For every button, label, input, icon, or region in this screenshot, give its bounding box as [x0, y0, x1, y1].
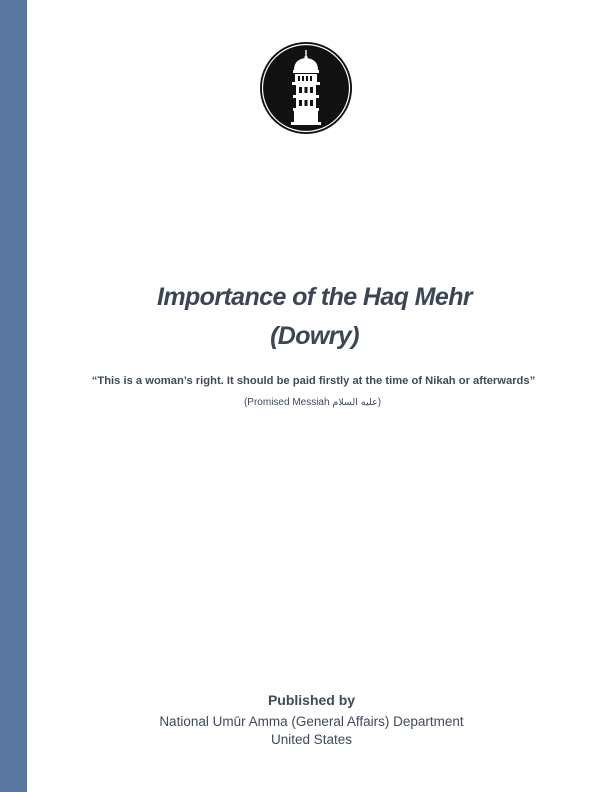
published-by-heading: Published by [267, 692, 356, 708]
left-accent-bar [0, 0, 27, 792]
minaret-logo-icon [258, 40, 354, 136]
publisher-country: United States [270, 732, 353, 747]
attribution-suffix: ) [377, 397, 382, 408]
document-title: Importance of the Haq Mehr [157, 283, 472, 311]
publisher-department: National Umūr Amma (General Affairs) Department [159, 714, 464, 729]
quote-attribution [20, 397, 605, 408]
quote-text: “This is a woman’s right. It should be paid firstly at the time of Nikah or afterwards” [91, 375, 536, 387]
attribution-prefix: (Promised Messiah [243, 397, 333, 408]
document-subtitle: (Dowry) [270, 322, 359, 350]
attribution-arabic: عليه السلام [332, 397, 378, 408]
